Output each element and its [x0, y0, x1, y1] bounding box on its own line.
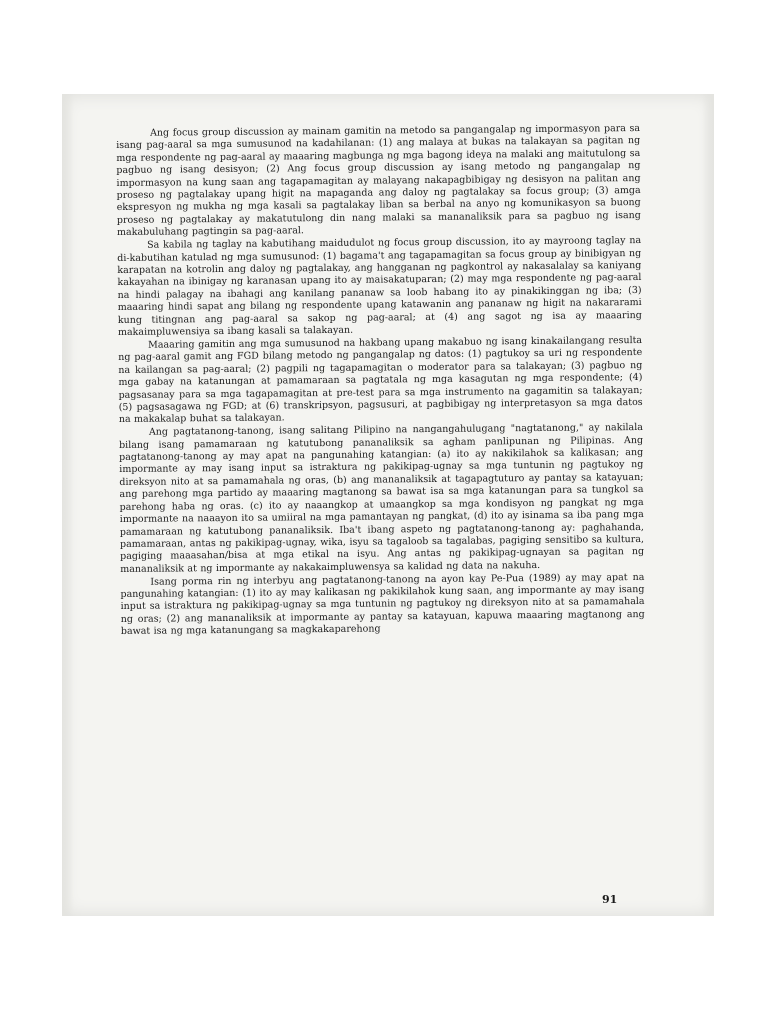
page-number: 91	[602, 893, 618, 906]
page-edge-left	[62, 94, 74, 916]
paragraph-pagtatanong-tanong: Ang pagtatanong-tanong, isang salitang Pilipino na nangangahulugang "nagtatanong," ay nakilala bilang isang pamamaraan ng katutubong pananaliksik sa agham panlipunan ng Pilipinas. Ang pagtatanong-tanong ay may apat na pangunahing katangian: (a) ito ay nakikilahok sa kalikasan; ang impormante ay may isang input sa istraktura ng pakikipag-ugnay sa mga tuntunin ng pagtukoy ng direksyon nito at sa pamamahala ng oras, (b) ang mananaliksik at tagapagtuturo ay pantay sa katayuan; ang parehong mga partido ay maaaring magtanong sa bawat isa sa mga katanungan para sa tungkol sa parehong haba ng oras. (c) ito ay naaangkop at umaangkop sa mga kondisyon ng pangkat ng mga impormante na naaayon ito sa umiiral na mga pamantayan ng pangkat, (d) ito ay isinama sa iba pang mga pamamaraan ng katutubong pananaliksik. Iba't ibang aspeto ng pagtatanong-tanong ay: paghahanda, pamamaraan, antas ng pakikipag-ugnay, wika, isyu sa tagaloob sa tagalabas, pagiging sensitibo sa kultura, pagiging maaasahan/bisa at mga etikal na isyu. Ang antas ng pakikipag-ugnayan sa pagitan ng mananaliksik at ng impormante ay nakakaimpluwensya sa kalidad ng data na nakuha.	[118, 422, 645, 575]
page-edge-right	[702, 94, 714, 916]
page-body-text	[116, 123, 645, 639]
paragraph-pe-pua-interview: Isang porma rin ng interbyu ang pagtatanong-tanong na ayon kay Pe-Pua (1989) ay may apat na pangunahing katangian: (1) ito ay may kalikasan ng pakikilahok kung saan, ang impormante ay may isang input sa istraktura ng pakikipag-ugnay sa mga tuntunin ng pagtukoy ng direksyon nito at sa pamamahala ng oras; (2) ang mananaliksik at impormante ay pantay sa katayuan, kapuwa maaaring magtanong ang bawat isa ng mga katanungang sa magkakaparehong	[120, 571, 645, 638]
paragraph-focus-group-advantages: Ang focus group discussion ay mainam gamitin na metodo sa pangangalap ng impormasyon para sa isang pag-aaral sa mga sumusunod na kadahilanan: (1) ang malaya at bukas na talakayan sa pagitan ng mga respondente ng pag-aaral ay maaaring magbunga ng mga bagong ideya na malaki ang maitutulong sa pagbuo ng isang desisyon; (2) Ang focus group discussion ay isang metodo ng pangangalap ng impormasyon na kung saan ang tagapamagitan ay malayang nakapagbibigay ng desisyon na palitan ang proseso ng pagtalakay upang higit na mapaganda ang daloy ng pagtalakay sa focus group; (3) amga ekspresyon ng mukha ng mga kasali sa pagtalakay liban sa berbal na anyo ng komunikasyon sa buong proseso ng pagtalakay ay makatutulong din nang malaki sa mananaliksik para sa pagbuo ng isang makabuluhang pagtingin sa pag-aaral.	[116, 122, 641, 239]
paragraph-focus-group-disadvantages: Sa kabila ng taglay na kabutihang maidudulot ng focus group discussion, ito ay mayroong taglay na di-kabutihan katulad ng mga sumusunod: (1) bagama't ang tagapamagitan sa focus group ay binibigyan ng karapatan na kotrolin ang daloy ng pagtalakay, ang hangganan ng pagkontrol ay nakasalalay sa kaniyang kakayahan na ibinigay ng karanasan upang ito ay maisakatuparan; (2) may mga respondente ng pag-aaral na hindi palagay na ibahagi ang kanilang pananaw sa loob habang ito ay pinakikinggan ng iba; (3) maaaring hindi sapat ang bilang ng respondente upang katawanin ang pananaw ng higit na nakararami kung titingnan ang pag-aaral sa sakop ng pag-aaral; at (4) ang sagot ng isa ay maaaring makaimpluwensiya sa ibang kasali sa talakayan.	[117, 235, 642, 338]
paragraph-fgd-steps: Maaaring gamitin ang mga sumusunod na hakbang upang makabuo ng isang kinakailangang resulta ng pag-aaral gamit ang FGD bilang metodo ng pangangalap ng datos: (1) pagtukoy sa uri ng respondente na kailangan sa pag-aaral; (2) pagpili ng tagapamagitan o moderator para sa talakayan; (3) pagbuo ng mga gabay na katanungan at pamamaraan sa pagtatala ng mga kasagutan ng mga respondente; (4) pagsasanay para sa mga tagapamagitan at pre-test para sa mga instrumento na gagamitin sa talakayan; (5) pagsasagawa ng FGD; at (6) transkripsyon, pagsusuri, at pagbibigay ng interpretasyon sa mga datos na makakalap buhat sa talakayan.	[118, 334, 643, 426]
